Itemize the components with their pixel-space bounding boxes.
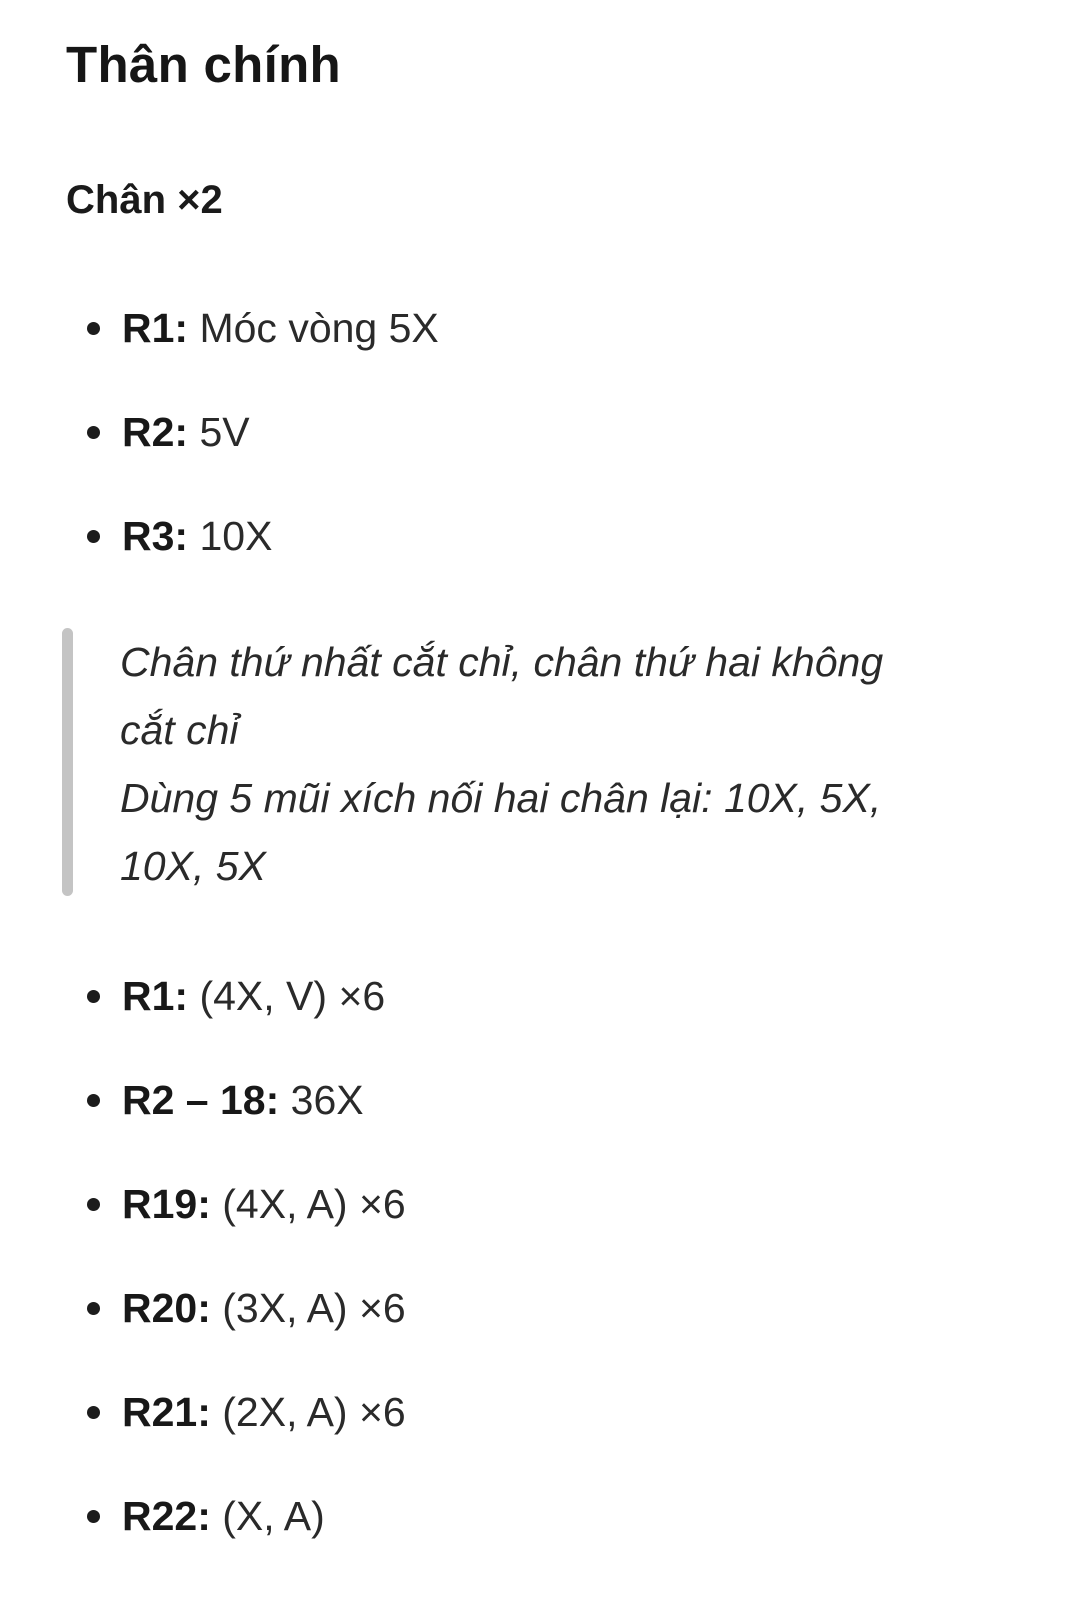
row-label: R1: (4X, V) ×6 (122, 973, 386, 1019)
row-label: R1: Móc vòng 5X (122, 305, 439, 351)
section-heading: Chân ×2 (66, 178, 223, 222)
note-blockquote (62, 628, 1022, 896)
note-line: Chân thứ nhất cắt chỉ, chân thứ hai không (120, 639, 884, 685)
note-line: 10X, 5X (120, 843, 266, 889)
bullet-icon (87, 1198, 100, 1211)
row-value: 36X (279, 1077, 364, 1123)
bullet-icon (87, 1510, 100, 1523)
row-label: R2: 5V (122, 409, 250, 455)
row-value: (3X, A) ×6 (210, 1285, 406, 1331)
note-line: cắt chỉ (120, 707, 239, 753)
bullet-icon (87, 990, 100, 1003)
note-line: Dùng 5 mũi xích nối hai chân lại: 10X, 5X, (120, 775, 882, 821)
quote-bar (62, 628, 73, 896)
bullet-icon (87, 1094, 100, 1107)
row-label: R2 – 18: 36X (122, 1077, 364, 1123)
row-value: (X, A) (210, 1493, 325, 1539)
row-label: R20: (3X, A) ×6 (122, 1285, 406, 1331)
row-value: (4X, A) ×6 (210, 1181, 406, 1227)
row-label: R19: (4X, A) ×6 (122, 1181, 406, 1227)
bullet-icon (87, 1406, 100, 1419)
bullet-icon (87, 426, 100, 439)
page-title: Thân chính (66, 36, 341, 93)
row-value: 5V (188, 409, 250, 455)
row-value: (2X, A) ×6 (210, 1389, 406, 1435)
bullet-icon (87, 322, 100, 335)
row-value: (4X, V) ×6 (188, 973, 386, 1019)
row-label: R3: 10X (122, 513, 273, 559)
bullet-icon (87, 530, 100, 543)
row-label: R21: (2X, A) ×6 (122, 1389, 406, 1435)
note-text (120, 628, 1000, 900)
row-value: Móc vòng 5X (188, 305, 439, 351)
bullet-icon (87, 1302, 100, 1315)
row-label: R22: (X, A) (122, 1493, 325, 1539)
row-value: 10X (188, 513, 273, 559)
